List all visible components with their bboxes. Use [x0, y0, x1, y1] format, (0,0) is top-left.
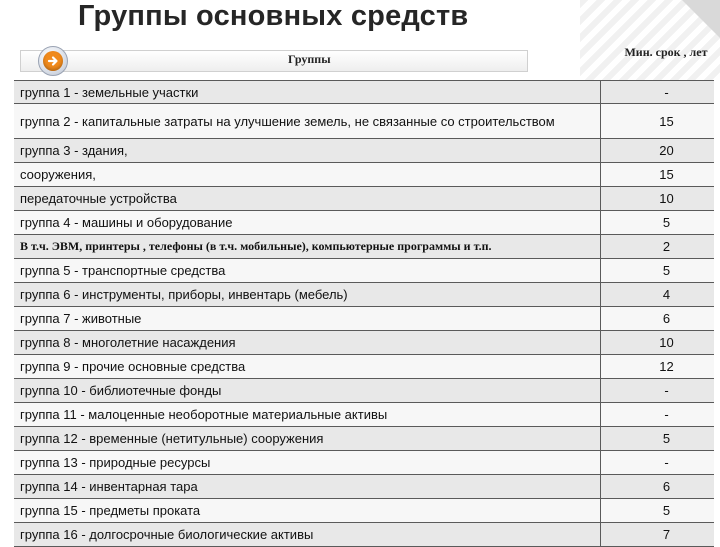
- table-row: [14, 104, 714, 139]
- group-name-cell: группа 13 - природные ресурсы: [20, 455, 211, 470]
- group-name-cell: группа 1 - земельные участки: [20, 84, 199, 100]
- term-cell: 6: [600, 475, 714, 498]
- table-row: [14, 163, 714, 187]
- table-row: [14, 523, 714, 547]
- term-cell: 2: [600, 235, 714, 258]
- table-row: [14, 451, 714, 475]
- table-row: [14, 355, 714, 379]
- decorative-corner: [682, 0, 720, 38]
- table-row: [14, 235, 714, 259]
- group-name-cell: группа 10 - библиотечные фонды: [20, 383, 222, 398]
- group-name-cell: группа 11 - малоценные необоротные материальные активы: [20, 407, 388, 422]
- table-row: [14, 259, 714, 283]
- term-cell: 5: [600, 427, 714, 450]
- nav-arrow-button[interactable]: [38, 46, 68, 76]
- term-cell: 12: [600, 355, 714, 378]
- term-cell: 6: [600, 307, 714, 330]
- term-cell: -: [600, 379, 714, 402]
- column-header-groups: Группы: [288, 52, 331, 66]
- table-row: [14, 499, 714, 523]
- arrow-right-icon: [43, 51, 63, 71]
- term-cell: -: [600, 451, 714, 474]
- group-name-cell: группа 15 - предметы проката: [20, 503, 201, 518]
- table-row: [14, 427, 714, 451]
- table-row: [14, 403, 714, 427]
- group-name-cell: группа 7 - животные: [20, 311, 142, 326]
- term-cell: -: [600, 403, 714, 426]
- term-cell: -: [600, 81, 714, 103]
- term-cell: 5: [600, 211, 714, 234]
- term-cell: 4: [600, 283, 714, 306]
- group-name-cell: группа 6 - инструменты, приборы, инвентарь (мебель): [20, 287, 348, 302]
- table-row: [14, 187, 714, 211]
- group-name-cell: передаточные устройства: [20, 191, 177, 206]
- group-name-cell: группа 12 - временные (нетитульные) сооружения: [20, 431, 324, 446]
- term-cell: 10: [600, 187, 714, 210]
- group-name-cell: группа 3 - здания,: [20, 143, 128, 158]
- group-name-cell: группа 2 - капитальные затраты на улучшение земель, не связанные со строительством: [20, 113, 555, 129]
- table-row: [14, 81, 714, 104]
- term-cell: 7: [600, 523, 714, 546]
- group-name-cell: группа 8 - многолетние насаждения: [20, 335, 236, 350]
- table-row: [14, 283, 714, 307]
- table-row: [14, 331, 714, 355]
- column-header-term: Мин. срок , лет: [624, 45, 708, 59]
- group-name-cell: В т.ч. ЭВМ, принтеры , телефоны (в т.ч. мобильные), компьютерные программы и т.п.: [20, 239, 492, 253]
- table-row: [14, 211, 714, 235]
- fixed-assets-table: [14, 80, 714, 547]
- term-cell: 15: [600, 104, 714, 138]
- term-cell: 5: [600, 259, 714, 282]
- term-cell: 5: [600, 499, 714, 522]
- group-name-cell: группа 9 - прочие основные средства: [20, 359, 246, 374]
- term-cell: 15: [600, 163, 714, 186]
- group-name-cell: группа 16 - долгосрочные биологические активы: [20, 527, 314, 542]
- table-row: [14, 139, 714, 163]
- table-row: [14, 379, 714, 403]
- group-name-cell: группа 5 - транспортные средства: [20, 263, 226, 278]
- term-cell: 20: [600, 139, 714, 162]
- group-name-cell: группа 14 - инвентарная тара: [20, 479, 198, 494]
- page-title: Группы основных средств: [78, 0, 469, 32]
- groups-header-bar: [20, 50, 528, 72]
- group-name-cell: сооружения,: [20, 167, 96, 182]
- group-name-cell: группа 4 - машины и оборудование: [20, 215, 233, 230]
- table-header: [14, 42, 714, 80]
- table-row: [14, 307, 714, 331]
- table-row: [14, 475, 714, 499]
- term-cell: 10: [600, 331, 714, 354]
